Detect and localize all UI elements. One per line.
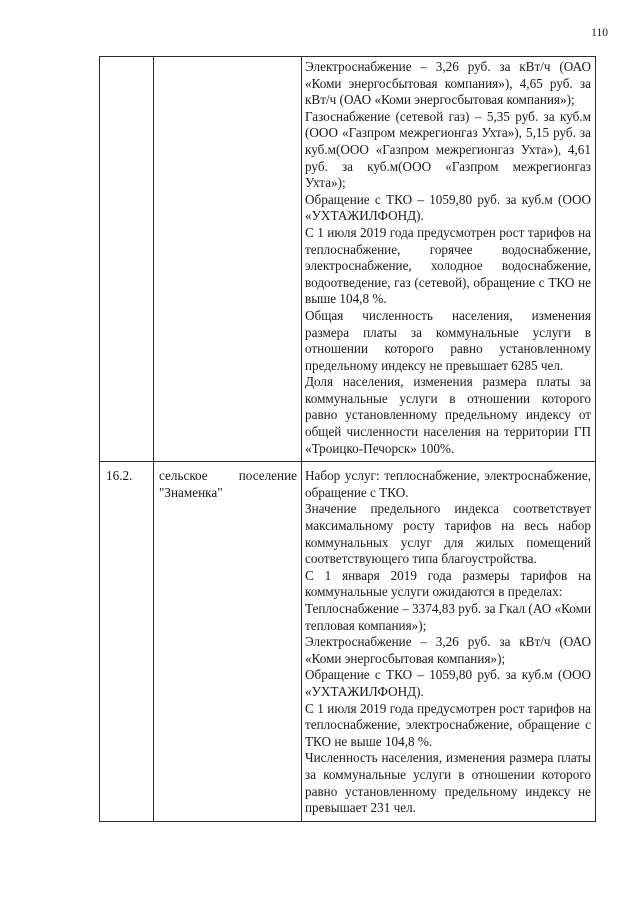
paragraph: Доля населения, изменения размера платы за коммунальные услуги в отношении которого равно установленному предельному индексу от общей численности населения на территории ГП «Троицко-Печорск» 100%. (305, 374, 591, 456)
tariff-description-cell (302, 462, 596, 821)
page-number: 110 (591, 27, 608, 39)
tariff-description-cell (302, 57, 596, 462)
paragraph: Набор услуг: теплоснабжение, электроснабжение, обращение с ТКО. (305, 468, 591, 500)
settlement-name-cell (154, 57, 302, 462)
paragraph: С 1 июля 2019 года предусмотрен рост тарифов на теплоснабжение, горячее водоснабжение, электроснабжение, холодное водоснабжение, водоотведение, газ (сетевой), обращение с ТКО не выше 104,8 %. (305, 224, 591, 307)
paragraph: Обращение с ТКО – 1059,80 руб. за куб.м (ООО «УХТАЖИЛФОНД). (305, 667, 591, 699)
paragraph: Численность населения, изменения размера платы за коммунальные услуги в отношении которого равно установленному предельному индексу не превышает 231 чел. (305, 750, 591, 816)
paragraph: С 1 июля 2019 года предусмотрен рост тарифов на теплоснабжение, электроснабжение, обращение с ТКО не выше 104,8 %. (305, 700, 591, 749)
paragraph: Значение предельного индекса соответствует максимальному росту тарифов на весь набор коммунальных услуг для жилых помещений соответствующего типа благоустройства. (305, 501, 591, 567)
paragraph: Газоснабжение (сетевой газ) – 5,35 руб. за куб.м (ООО «Газпром межрегионгаз Ухта»), 5,15 руб. за куб.м(ООО «Газпром межрегионгаз Ухта»), 4,61 руб. за куб.м(ООО «Газпром межрегионгаз Ухта»); (305, 108, 591, 191)
tariff-table (99, 56, 596, 822)
row-number-cell (100, 57, 154, 462)
row-number-cell: 16.2. (100, 462, 154, 821)
paragraph: Общая численность населения, изменения размера платы за коммунальные услуги в отношении которого равно установленному предельному индексу не превышает 6285 чел. (305, 307, 591, 373)
paragraph: Электроснабжение – 3,26 руб. за кВт/ч (ОАО «Коми энергосбытовая компания»); (305, 634, 591, 666)
settlement-name-cell: сельское поселение "Знаменка" (154, 462, 302, 821)
paragraph: Электроснабжение – 3,26 руб. за кВт/ч (ОАО «Коми энергосбытовая компания»), 4,65 руб. за кВт/ч (ОАО «Коми энергосбытовая компания»); (305, 59, 591, 108)
paragraph: С 1 января 2019 года размеры тарифов на коммунальные услуги ожидаются в пределах: (305, 567, 591, 600)
table-row (100, 57, 596, 462)
paragraph: Обращение с ТКО – 1059,80 руб. за куб.м (ООО «УХТАЖИЛФОНД). (305, 191, 591, 224)
table-row (100, 462, 596, 821)
paragraph: Теплоснабжение – 3374,83 руб. за Гкал (АО «Коми тепловая компания»); (305, 601, 591, 633)
